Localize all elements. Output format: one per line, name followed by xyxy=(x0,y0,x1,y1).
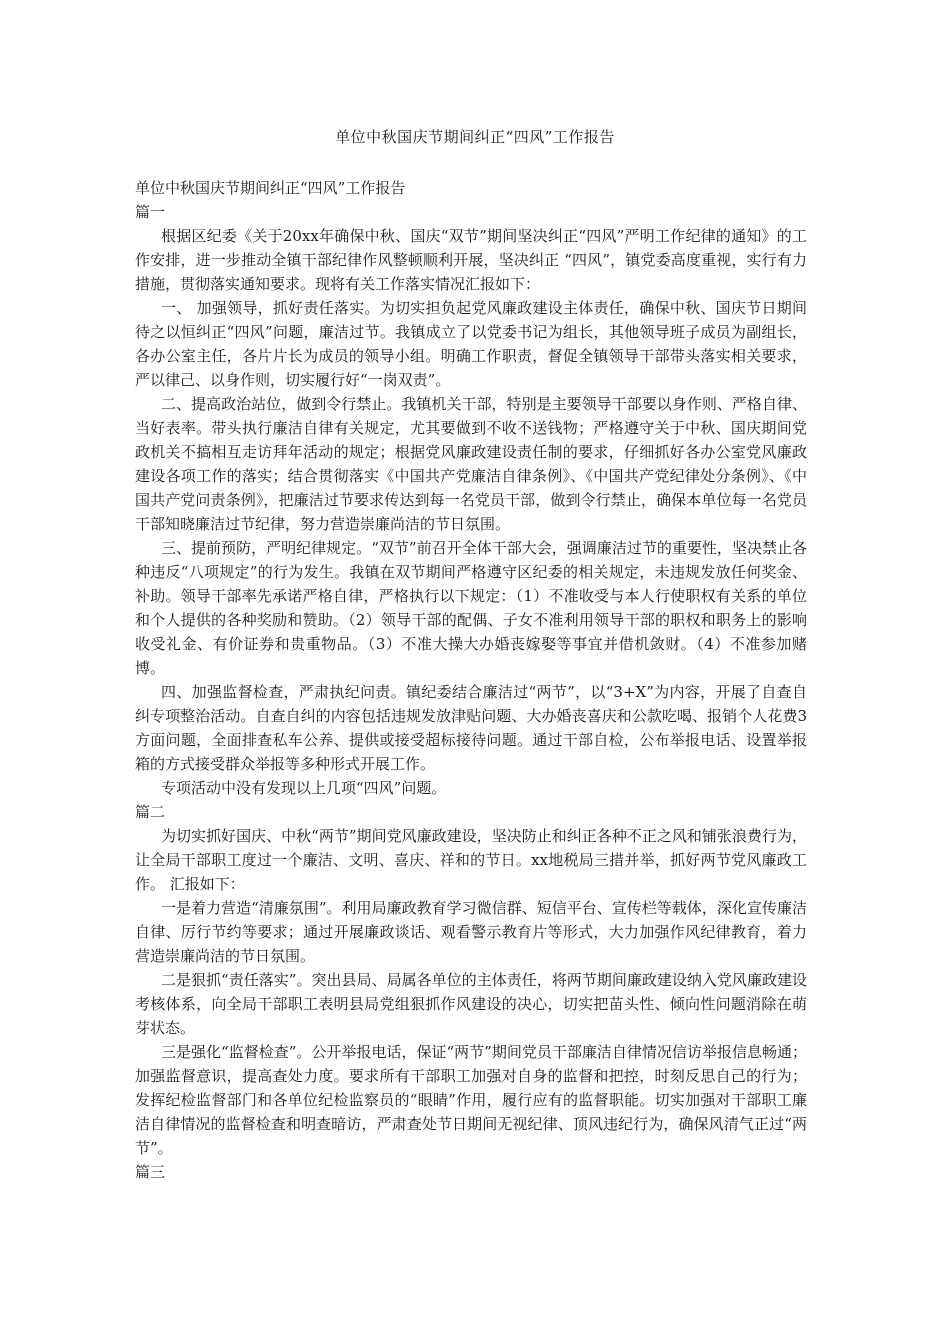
section-heading: 单位中秋国庆节期间纠正“四风”工作报告 xyxy=(135,179,406,197)
paragraph: 二是狠抓“责任落实”。突出县局、局属各单位的主体责任，将两节期间廉政建设纳入党风廉政建设考核体系，向全局干部职工表明县局党组狠抓作风建设的决心，切实把苗头性、倾向性问题消除在萌芽状态。 xyxy=(135,971,807,1037)
paragraph: 二、提高政治站位，做到令行禁止。我镇机关干部，特别是主要领导干部要以身作则、严格自律、当好表率。带头执行廉洁自律有关规定，尤其要做到不收不送钱物；严格遵守关于中秋、国庆期间党政机关不搞相互走访拜年活动的规定；根据党风廉政建设责任制的要求，仔细抓好各办公室党风廉政建设各项工作的落实；结合贯彻落实《中国共产党廉洁自律条例》、《中国共产党纪律处分条例》、《中国共产党问责条例》，把廉洁过节要求传达到每一名党员干部，做到令行禁止，确保本单位每一名党员干部知晓廉洁过节纪律，努力营造崇廉尚洁的节日氛围。 xyxy=(135,395,807,533)
paragraph: 四、加强监督检查，严肃执纪问责。镇纪委结合廉洁过“两节”，以“3+X”为内容，开展了自查自纠专项整治活动。自查自纠的内容包括违规发放津贴问题、大办婚丧喜庆和公款吃喝、报销个人花费3方面问题，全面排查私车公养、提供或接受超标接待问题。通过干部自检，公布举报电话、设置举报箱的方式接受群众举报等多种形式开展工作。 xyxy=(135,683,807,773)
section-heading: 篇一 xyxy=(135,203,166,221)
document-body xyxy=(135,176,807,1184)
section-heading: 篇三 xyxy=(135,1163,166,1181)
paragraph: 专项活动中没有发现以上几项“四风”问题。 xyxy=(161,779,447,797)
paragraph: 三是强化“监督检查”。公开举报电话，保证“两节”期间党员干部廉洁自律情况信访举报信息畅通；加强监督意识，提高查处力度。要求所有干部职工加强对自身的监督和把控，时刻反思自己的行为；发挥纪检监督部门和各单位纪检监察员的“眼睛”作用，履行应有的监督职能。切实加强对干部职工廉洁自律情况的监督检查和明查暗访，严肃查处节日期间无视纪律、顶风违纪行为，确保风清气正过“两节”。 xyxy=(135,1043,807,1157)
paragraph: 为切实抓好国庆、中秋“两节”期间党风廉政建设，坚决防止和纠正各种不正之风和铺张浪费行为，让全局干部职工度过一个廉洁、文明、喜庆、祥和的节日。xx地税局三措并举，抓好两节党风廉政工作。 汇报如下： xyxy=(135,827,807,893)
paragraph: 一是着力营造“清廉氛围”。利用局廉政教育学习微信群、短信平台、宣传栏等载体，深化宣传廉洁自律、厉行节约等要求；通过开展廉政谈话、观看警示教育片等形式，大力加强作风纪律教育，着力营造崇廉尚洁的节日氛围。 xyxy=(135,899,807,965)
paragraph: 一、 加强领导，抓好责任落实。为切实担负起党风廉政建设主体责任，确保中秋、国庆节日期间待之以恒纠正“四风”问题，廉洁过节。我镇成立了以党委书记为组长，其他领导班子成员为副组长，各办公室主任，各片片长为成员的领导小组。明确工作职责，督促全镇领导干部带头落实相关要求，严以律己、以身作则，切实履行好“一岗双责”。 xyxy=(135,299,807,389)
document-title: 单位中秋国庆节期间纠正“四风”工作报告 xyxy=(335,128,615,146)
paragraph: 三、提前预防，严明纪律规定。“双节”前召开全体干部大会，强调廉洁过节的重要性，坚决禁止各种违反“八项规定”的行为发生。我镇在双节期间严格遵守区纪委的相关规定，未违规发放任何奖金、补助。领导干部率先承诺严格自律，严格执行以下规定：（1）不准收受与本人行使职权有关系的单位和个人提供的各种奖励和赞助。（2）领导干部的配偶、子女不准利用领导干部的职权和职务上的影响收受礼金、有价证券和贵重物品。（3）不准大操大办婚丧嫁娶等事宜并借机敛财。（4）不准参加赌博。 xyxy=(135,539,807,677)
section-heading: 篇二 xyxy=(135,803,166,821)
paragraph: 根据区纪委《关于20xx年确保中秋、国庆“双节”期间坚决纠正“四风”严明工作纪律的通知》的工作安排，进一步推动全镇干部纪律作风整顿顺利开展，坚决纠正 “四风”，镇党委高度重视，实行有力措施，贯彻落实通知要求。现将有关工作落实情况汇报如下： xyxy=(135,227,807,293)
